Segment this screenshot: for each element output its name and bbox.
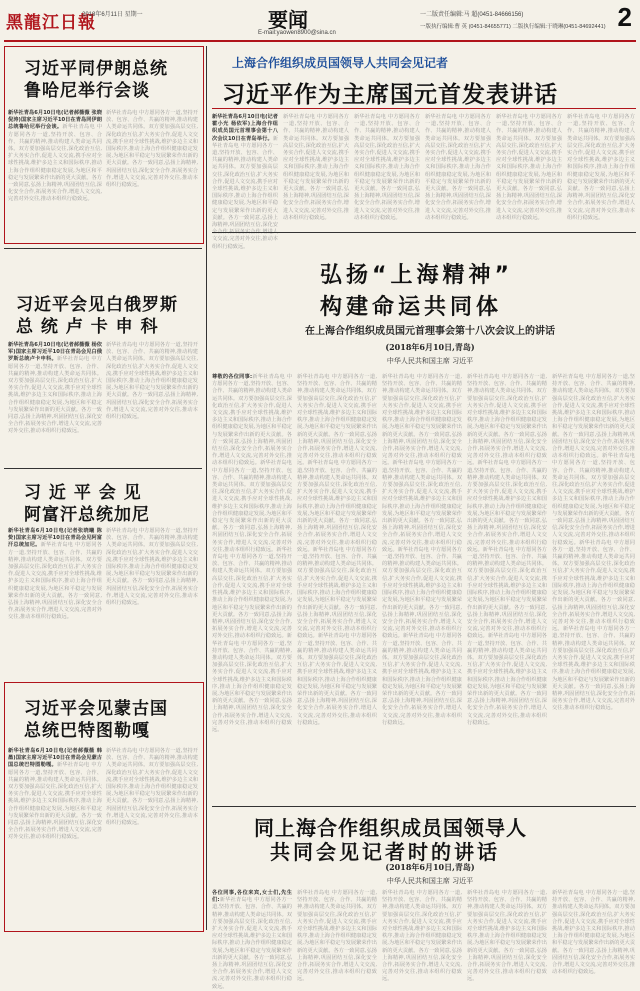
- lead-story-kicker: 上海合作组织成员国领导人共同会见记者: [232, 56, 449, 70]
- speech-1-col-5: 新华社青岛电 中方愿同各方一道,坚持开放、包容、合作、共赢的精神,推动构建人类命运共同体。双方要加强高层交往,深化政治互信,扩大务实合作,促进人文交流,携手应对全球性挑战,维护多边主义和国际秩序,推动上海合作组织健康稳定发展,为地区和平稳定与发展繁荣作出新的更大贡献。各方一致同意,弘扬上海精神,巩固团结互信,深化安全合作,拓展务实合作,增进人文交流,完善对外交往,推动本组织行稳致远。新华社青岛电 中方愿同各方一道,坚持开放、包容、合作、共赢的精神,推动构建人类命运共同体。双方要加强高层交往,深化政治互信,扩大务实合作,促进人文交流,携手应对全球性挑战,维护多边主义和国际秩序,推动上海合作组织健康稳定发展,为地区和平稳定与发展繁荣作出新的更大贡献。各方一致同意,弘扬上海精神,巩固团结互信,深化安全合作,拓展务实合作,增进人文交流,完善对外交往,推动本组织行稳致远。新华社青岛电 中方愿同各方一道,坚持开放、包容、合作、共赢的精神,推动构建人类命运共同体。双方要加强高层交往,深化政治互信,扩大务实合作,促进人文交流,携手应对全球性挑战,维护多边主义和国际秩序,推动上海合作组织健康稳定发展,为地区和平稳定与发展繁荣作出新的更大贡献。各方一致同意,弘扬上海精神,巩固团结互信,深化安全合作,拓展务实合作,增进人文交流,完善对外交往,推动本组织行稳致远。新华社青岛电 中方愿同各方一道,坚持开放、包容、合作、共赢的精神,推动构建人类命运共同体。双方要加强高层交往,深化政治互信,扩大务实合作,促进人文交流,携手应对全球性挑战,维护多边主义和国际秩序,推动上海合作组织健康稳定发展,为地区和平稳定与发展繁荣作出新的更大贡献。各方一致同意,弘扬上海精神,巩固团结互信,深化安全合作,拓展务实合作,增进人文交流,完善对外交往,推动本组织行稳致远。: [552, 374, 636, 712]
- article-iran-title-2: 鲁哈尼举行会谈: [24, 81, 150, 101]
- speech-2-col-1: 各位同事,各位来宾,女士们,先生们:新华社青岛电 中方愿同各方一道,坚持开放、包容、合作、共赢的精神,推动构建人类命运共同体。双方要加强高层交往,深化政治互信,扩大务实合作,促进人文交流,携手应对全球性挑战,维护多边主义和国际秩序,推动上海合作组织健康稳定发展,为地区和平稳定与发展繁荣作出新的更大贡献。各方一致同意,弘扬上海精神,巩固团结互信,深化安全合作,拓展务实合作,增进人文交流,完善对外交往,推动本组织行稳致远。: [212, 890, 293, 990]
- speech-2-date: (2018年6月10日,青岛): [385, 862, 475, 872]
- speech-2-title-2: 共同会见记者时的讲话: [270, 840, 500, 864]
- divider-3: [212, 232, 636, 233]
- lead-story-col-1: 新华社青岛6月10日电(记者霍小光 杨依军)上海合作组织成员国元首理事会第十八次会议10日在青岛举行。新华社青岛电 中方愿同各方一道,坚持开放、包容、合作、共赢的精神,推动构建人类命运共同体。双方要加强高层交往,深化政治互信,扩大务实合作,促进人文交流,携手应对全球性挑战,维护多边主义和国际秩序,推动上海合作组织健康稳定发展,为地区和平稳定与发展繁荣作出新的更大贡献。各方一致同意,弘扬上海精神,巩固团结互信,深化安 文交流,完善对外交往,推动本组织行稳致远。: [212, 114, 278, 250]
- speech-1-date: (2018年6月10日,青岛): [385, 342, 475, 352]
- article-belarus-title-2: 总 统 卢 卡 申 科: [16, 317, 159, 337]
- article-mongolia-title-2: 总统巴特图勒嘎: [24, 721, 150, 741]
- speech-1-col-1: 尊敬的各位同事:新华社青岛电 中方愿同各方一道,坚持开放、包容、合作、共赢的精神,推动构建人类命运共同体。双方要加强高层交往,深化政治互信,扩大务实合作,促进人文交流,携手应对全球性挑战,维护多边主义和国际秩序,推动上海合作组织健康稳定发展,为地区和平稳定与发展繁荣作出新的更大贡献。各方一致同意,弘扬上海精神,巩固团结互信,深化安全合作,拓展务实合作,增进人文交流,完善对外交往,推动本组织行稳致远。新华社青岛电 中方愿同各方一道,坚持开放、包容、合作、共赢的精神,推动构建人类命运共同体。双方要加强高层交往,深化政治互信,扩大务实合作,促进人文交流,携手应对全球性挑战,维护多边主义和国际秩序,推动上海合作组织健康稳定发展,为地区和平稳定与发展繁荣作出新的更大贡献。各方一致同意,弘扬上海精神,巩固团结互信,深化安全合作,拓展务实合作,增进人文交流,完善对外交往,推动本组织行稳致远。新华社青岛电 中方愿同各方一道,坚持开放、包容、合作、共赢的精神,推动构建人类命运共同体。双方要加强高层交往,深化政治互信,扩大务实合作,促进人文交流,携手应对全球性挑战,维护多边主义和国际秩序,推动上海合作组织健康稳定发展,为地区和平稳定与发展繁荣作出新的更大贡献。各方一致同意,弘扬上海精神,巩固团结互信,深化安全合作,拓展务实合作,增进人文交流,完善对外交往,推动本组织行稳致远。新华社青岛电 中方愿同各方一道,坚持开放、包容、合作、共赢的精神,推动构建人类命运共同体。双方要加强高层交往,深化政治互信,扩大务实合作,促进人文交流,携手应对全球性挑战,维护多边主义和国际秩序,推动上海合作组织健康稳定发展,为地区和平稳定与发展繁荣作出新的更大贡献。各方一致同意,弘扬上海精神,巩固团结互信,深化安全合作,拓展务实合作,增进人文交流,完善对外交往,推动本组织行稳致远。: [212, 374, 292, 733]
- article-afghanistan-col-1: 新华社青岛6月10日电(记者张晓曦 陈贽)国家主席习近平10日在青岛会见阿富汗总统加尼。新华社青岛电 中方愿同各方一道,坚持开放、包容、合作、共赢的精神,推动构建人类命运共同体。双方要加强高层交往,深化政治互信,扩大务实合作,促进人文交流,携手应对全球性挑战,维护多边主义和国际秩序,推动上海合作组织健康稳定发展,为地区和平稳定与发展繁荣作出新的更大贡献。各方一致同意,弘扬上海精神,巩固团结互信,深化安全合作,拓展务实合作,增进人文交流,完善对外交往,推动本组织行稳致远。: [8, 528, 102, 621]
- lead-story-col-6: 新华社青岛电 中方愿同各方一道,坚持开放、包容、合作、共赢的精神,推动构建人类命运共同体。双方要加强高层交往,深化政治互信,扩大务实合作,促进人文交流,携手应对全球性挑战,维护多边主义和国际秩序,推动上海合作组织健康稳定发展,为地区和平稳定与发展繁荣作出新的更大贡献。各方一致同意,弘扬上海精神,巩固团结互信,深化安全合作,拓展务实合作,增进人文交流,完善对外交往,推动本组织行稳致远。: [567, 114, 635, 221]
- editor-line-2: 一版执行编辑:曹 英 (0451-84655771) 二版执行编辑:于晓琳(0451-84692441): [420, 24, 606, 30]
- article-afghanistan-col-2: 新华社青岛电 中方愿同各方一道,坚持开放、包容、合作、共赢的精神,推动构建人类命运共同体。双方要加强高层交往,深化政治互信,扩大务实合作,促进人文交流,携手应对全球性挑战,维护多边主义和国际秩序,推动上海合作组织健康稳定发展,为地区和平稳定与发展繁荣作出新的更大贡献。各方一致同意,弘扬上海精神,巩固团结互信,深化安全合作,拓展务实合作,增进人文交流,完善对外交往,推动本组织行稳致远。: [106, 528, 198, 607]
- article-mongolia-title-1: 习近平会见蒙古国: [24, 699, 168, 719]
- column-separator: [206, 46, 207, 930]
- article-belarus-col-2: 新华社青岛电 中方愿同各方一道,坚持开放、包容、合作、共赢的精神,推动构建人类命运共同体。双方要加强高层交往,深化政治互信,扩大务实合作,促进人文交流,携手应对全球性挑战,维护多边主义和国际秩序,推动上海合作组织健康稳定发展,为地区和平稳定与发展繁荣作出新的更大贡献。各方一致同意,弘扬上海精神,巩固团结互信,深化安全合作,拓展务实合作,增进人文交流,完善对外交往,推动本组织行稳致远。: [106, 342, 198, 421]
- speech-2-byline: 中华人民共和国主席 习近平: [386, 877, 474, 885]
- speech-2-col-4: 新华社青岛电 中方愿同各方一道,坚持开放、包容、合作、共赢的精神,推动构建人类命运共同体。双方要加强高层交往,深化政治互信,扩大务实合作,促进人文交流,携手应对全球性挑战,维护多边主义和国际秩序,推动上海合作组织健康稳定发展,为地区和平稳定与发展繁荣作出新的更大贡献。各方一致同意,弘扬上海精神,巩固团结互信,深化安全合作,拓展务实合作,增进人文交流,完善对外交往,推动本组织行稳致远。: [467, 890, 547, 983]
- lead-story-rule: [212, 108, 636, 109]
- section-title: 要闻: [268, 8, 308, 32]
- article-mongolia-col-2: 新华社青岛电 中方愿同各方一道,坚持开放、包容、合作、共赢的精神,推动构建人类命运共同体。双方要加强高层交往,深化政治互信,扩大务实合作,促进人文交流,携手应对全球性挑战,维护多边主义和国际秩序,推动上海合作组织健康稳定发展,为地区和平稳定与发展繁荣作出新的更大贡献。各方一致同意,弘扬上海精神,巩固团结互信,深化安全合作,拓展务实合作,增进人文交流,完善对外交往,推动本组织行稳致远。: [106, 748, 198, 827]
- page-number: 2: [617, 2, 632, 32]
- speech-2-col-2: 新华社青岛电 中方愿同各方一道,坚持开放、包容、合作、共赢的精神,推动构建人类命运共同体。双方要加强高层交往,深化政治互信,扩大务实合作,促进人文交流,携手应对全球性挑战,维护多边主义和国际秩序,推动上海合作组织健康稳定发展,为地区和平稳定与发展繁荣作出新的更大贡献。各方一致同意,弘扬上海精神,巩固团结互信,深化安全合作,拓展务实合作,增进人文交流,完善对外交往,推动本组织行稳致远。: [297, 890, 377, 983]
- lead-story-col-3: 新华社青岛电 中方愿同各方一道,坚持开放、包容、合作、共赢的精神,推动构建人类命运共同体。双方要加强高层交往,深化政治互信,扩大务实合作,促进人文交流,携手应对全球性挑战,维护多边主义和国际秩序,推动上海合作组织健康稳定发展,为地区和平稳定与发展繁荣作出新的更大贡献。各方一致同意,弘扬上海精神,巩固团结互信,深化安全合作,拓展务实合作,增进人文交流,完善对外交往,推动本组织行稳致远。: [354, 114, 420, 221]
- speech-1-col-4: 新华社青岛电 中方愿同各方一道,坚持开放、包容、合作、共赢的精神,推动构建人类命运共同体。双方要加强高层交往,深化政治互信,扩大务实合作,促进人文交流,携手应对全球性挑战,维护多边主义和国际秩序,推动上海合作组织健康稳定发展,为地区和平稳定与发展繁荣作出新的更大贡献。各方一致同意,弘扬上海精神,巩固团结互信,深化安全合作,拓展务实合作,增进人文交流,完善对外交往,推动本组织行稳致远。新华社青岛电 中方愿同各方一道,坚持开放、包容、合作、共赢的精神,推动构建人类命运共同体。双方要加强高层交往,深化政治互信,扩大务实合作,促进人文交流,携手应对全球性挑战,维护多边主义和国际秩序,推动上海合作组织健康稳定发展,为地区和平稳定与发展繁荣作出新的更大贡献。各方一致同意,弘扬上海精神,巩固团结互信,深化安全合作,拓展务实合作,增进人文交流,完善对外交往,推动本组织行稳致远。新华社青岛电 中方愿同各方一道,坚持开放、包容、合作、共赢的精神,推动构建人类命运共同体。双方要加强高层交往,深化政治互信,扩大务实合作,促进人文交流,携手应对全球性挑战,维护多边主义和国际秩序,推动上海合作组织健康稳定发展,为地区和平稳定与发展繁荣作出新的更大贡献。各方一致同意,弘扬上海精神,巩固团结互信,深化安全合作,拓展务实合作,增进人文交流,完善对外交往,推动本组织行稳致远。新华社青岛电 中方愿同各方一道,坚持开放、包容、合作、共赢的精神,推动构建人类命运共同体。双方要加强高层交往,深化政治互信,扩大务实合作,促进人文交流,携手应对全球性挑战,维护多边主义和国际秩序,推动上海合作组织健康稳定发展,为地区和平稳定与发展繁荣作出新的更大贡献。各方一致同意,弘扬上海精神,巩固团结互信,深化安全合作,拓展务实合作,增进人文交流,完善对外交往,推动本组织行稳致远。: [467, 374, 547, 726]
- newspaper-logo: 黑龍江日報: [6, 13, 96, 32]
- speech-2-title-1: 同上海合作组织成员国领导人: [254, 816, 527, 840]
- article-iran-title-1: 习近平同伊朗总统: [24, 59, 168, 79]
- speech-1-col-3: 新华社青岛电 中方愿同各方一道,坚持开放、包容、合作、共赢的精神,推动构建人类命运共同体。双方要加强高层交往,深化政治互信,扩大务实合作,促进人文交流,携手应对全球性挑战,维护多边主义和国际秩序,推动上海合作组织健康稳定发展,为地区和平稳定与发展繁荣作出新的更大贡献。各方一致同意,弘扬上海精神,巩固团结互信,深化安全合作,拓展务实合作,增进人文交流,完善对外交往,推动本组织行稳致远。新华社青岛电 中方愿同各方一道,坚持开放、包容、合作、共赢的精神,推动构建人类命运共同体。双方要加强高层交往,深化政治互信,扩大务实合作,促进人文交流,携手应对全球性挑战,维护多边主义和国际秩序,推动上海合作组织健康稳定发展,为地区和平稳定与发展繁荣作出新的更大贡献。各方一致同意,弘扬上海精神,巩固团结互信,深化安全合作,拓展务实合作,增进人文交流,完善对外交往,推动本组织行稳致远。新华社青岛电 中方愿同各方一道,坚持开放、包容、合作、共赢的精神,推动构建人类命运共同体。双方要加强高层交往,深化政治互信,扩大务实合作,促进人文交流,携手应对全球性挑战,维护多边主义和国际秩序,推动上海合作组织健康稳定发展,为地区和平稳定与发展繁荣作出新的更大贡献。各方一致同意,弘扬上海精神,巩固团结互信,深化安全合作,拓展务实合作,增进人文交流,完善对外交往,推动本组织行稳致远。新华社青岛电 中方愿同各方一道,坚持开放、包容、合作、共赢的精神,推动构建人类命运共同体。双方要加强高层交往,深化政治互信,扩大务实合作,促进人文交流,携手应对全球性挑战,维护多边主义和国际秩序,推动上海合作组织健康稳定发展,为地区和平稳定与发展繁荣作出新的更大贡献。各方一致同意,弘扬上海精神,巩固团结互信,深化安全合作,拓展务实合作,增进人文交流,完善对外交往,推动本组织行稳致远。: [382, 374, 462, 726]
- speech-1-byline: 中华人民共和国主席 习近平: [386, 357, 474, 365]
- masthead-rule: [4, 40, 636, 42]
- lead-story-col-5: 新华社青岛电 中方愿同各方一道,坚持开放、包容、合作、共赢的精神,推动构建人类命运共同体。双方要加强高层交往,深化政治互信,扩大务实合作,促进人文交流,携手应对全球性挑战,维护多边主义和国际秩序,推动上海合作组织健康稳定发展,为地区和平稳定与发展繁荣作出新的更大贡献。各方一致同意,弘扬上海精神,巩固团结互信,深化安全合作,拓展务实合作,增进人文交流,完善对外交往,推动本组织行稳致远。: [496, 114, 562, 221]
- divider-1: [4, 248, 202, 249]
- article-afghanistan-title-1: 习 近 平 会 见: [24, 483, 142, 503]
- article-iran-col-2: 新华社青岛电 中方愿同各方一道,坚持开放、包容、合作、共赢的精神,推动构建人类命运共同体。双方要加强高层交往,深化政治互信,扩大务实合作,促进人文交流,携手应对全球性挑战,维护多边主义和国际秩序,推动上海合作组织健康稳定发展,为地区和平稳定与发展繁荣作出新的更大贡献。各方一致同意,弘扬上海精神,巩固团结互信,深化安全合作,拓展务实合作,增进人文交流,完善对外交往,推动本组织行稳致远。: [106, 110, 198, 189]
- speech-1-subtitle: 在上海合作组织成员国元首理事会第十八次会议上的讲话: [305, 326, 555, 337]
- issue-date: 2018年6月11日 星期一: [82, 12, 143, 18]
- speech-2-col-5: 新华社青岛电 中方愿同各方一道,坚持开放、包容、合作、共赢的精神,推动构建人类命运共同体。双方要加强高层交往,深化政治互信,扩大务实合作,促进人文交流,携手应对全球性挑战,维护多边主义和国际秩序,推动上海合作组织健康稳定发展,为地区和平稳定与发展繁荣作出新的更大贡献。各方一致同意,弘扬上海精神,巩固团结互信,深化安全合作,拓展务实合作,增进人文交流,完善对外交往,推动本组织行稳致远。: [552, 890, 636, 976]
- speech-1-col-2: 新华社青岛电 中方愿同各方一道,坚持开放、包容、合作、共赢的精神,推动构建人类命运共同体。双方要加强高层交往,深化政治互信,扩大务实合作,促进人文交流,携手应对全球性挑战,维护多边主义和国际秩序,推动上海合作组织健康稳定发展,为地区和平稳定与发展繁荣作出新的更大贡献。各方一致同意,弘扬上海精神,巩固团结互信,深化安全合作,拓展务实合作,增进人文交流,完善对外交往,推动本组织行稳致远。新华社青岛电 中方愿同各方一道,坚持开放、包容、合作、共赢的精神,推动构建人类命运共同体。双方要加强高层交往,深化政治互信,扩大务实合作,促进人文交流,携手应对全球性挑战,维护多边主义和国际秩序,推动上海合作组织健康稳定发展,为地区和平稳定与发展繁荣作出新的更大贡献。各方一致同意,弘扬上海精神,巩固团结互信,深化安全合作,拓展务实合作,增进人文交流,完善对外交往,推动本组织行稳致远。新华社青岛电 中方愿同各方一道,坚持开放、包容、合作、共赢的精神,推动构建人类命运共同体。双方要加强高层交往,深化政治互信,扩大务实合作,促进人文交流,携手应对全球性挑战,维护多边主义和国际秩序,推动上海合作组织健康稳定发展,为地区和平稳定与发展繁荣作出新的更大贡献。各方一致同意,弘扬上海精神,巩固团结互信,深化安全合作,拓展务实合作,增进人文交流,完善对外交往,推动本组织行稳致远。新华社青岛电 中方愿同各方一道,坚持开放、包容、合作、共赢的精神,推动构建人类命运共同体。双方要加强高层交往,深化政治互信,扩大务实合作,促进人文交流,携手应对全球性挑战,维护多边主义和国际秩序,推动上海合作组织健康稳定发展,为地区和平稳定与发展繁荣作出新的更大贡献。各方一致同意,弘扬上海精神,巩固团结互信,深化安全合作,拓展务实合作,增进人文交流,完善对外交往,推动本组织行稳致远。: [297, 374, 377, 726]
- speech-1-title-1: 弘扬“上海精神”: [320, 263, 513, 288]
- divider-4: [212, 806, 636, 807]
- editor-line-1: 一二版责任编辑:马 超(0451-84666156): [420, 12, 524, 18]
- article-afghanistan-title-2: 阿富汗总统加尼: [24, 505, 150, 525]
- section-email: E-mail:yaowen8900@sina.cn: [258, 30, 336, 36]
- article-mongolia-col-1: 新华社青岛6月10日电(记者郝薇薇 韩墨)国家主席习近平10日在青岛会见蒙古国总统巴特图勒嘎。新华社青岛电 中方愿同各方一道,坚持开放、包容、合作、共赢的精神,推动构建人类命运共同体。双方要加强高层交往,深化政治互信,扩大务实合作,促进人文交流,携手应对全球性挑战,维护多边主义和国际秩序,推动上海合作组织健康稳定发展,为地区和平稳定与发展繁荣作出新的更大贡献。各方一致同意,弘扬上海精神,巩固团结互信,深化安全合作,拓展务实合作,增进人文交流,完善对外交往,推动本组织行稳致远。: [8, 748, 102, 841]
- article-belarus-col-1: 新华社青岛6月10日电(记者郝薇薇 杨依军)国家主席习近平10日在青岛会见白俄罗斯总统卢卡申科。新华社青岛电 中方愿同各方一道,坚持开放、包容、合作、共赢的精神,推动构建人类命运共同体。双方要加强高层交往,深化政治互信,扩大务实合作,促进人文交流,携手应对全球性挑战,维护多边主义和国际秩序,推动上海合作组织健康稳定发展,为地区和平稳定与发展繁荣作出新的更大贡献。各方一致同意,弘扬上海精神,巩固团结互信,深化安全合作,拓展务实合作,增进人文交流,完善对外交往,推动本组织行稳致远。: [8, 342, 102, 435]
- lead-story-col-2: 新华社青岛电 中方愿同各方一道,坚持开放、包容、合作、共赢的精神,推动构建人类命运共同体。双方要加强高层交往,深化政治互信,扩大务实合作,促进人文交流,携手应对全球性挑战,维护多边主义和国际秩序,推动上海合作组织健康稳定发展,为地区和平稳定与发展繁荣作出新的更大贡献。各方一致同意,弘扬上海精神,巩固团结互信,深化安全合作,拓展务实合作,增进人文交流,完善对外交往,推动本组织行稳致远。: [283, 114, 349, 221]
- article-belarus-title-1: 习近平会见白俄罗斯: [16, 295, 178, 315]
- speech-2-col-3: 新华社青岛电 中方愿同各方一道,坚持开放、包容、合作、共赢的精神,推动构建人类命运共同体。双方要加强高层交往,深化政治互信,扩大务实合作,促进人文交流,携手应对全球性挑战,维护多边主义和国际秩序,推动上海合作组织健康稳定发展,为地区和平稳定与发展繁荣作出新的更大贡献。各方一致同意,弘扬上海精神,巩固团结互信,深化安全合作,拓展务实合作,增进人文交流,完善对外交往,推动本组织行稳致远。: [382, 890, 462, 983]
- divider-2: [4, 468, 202, 469]
- lead-story-col-4: 新华社青岛电 中方愿同各方一道,坚持开放、包容、合作、共赢的精神,推动构建人类命运共同体。双方要加强高层交往,深化政治互信,扩大务实合作,促进人文交流,携手应对全球性挑战,维护多边主义和国际秩序,推动上海合作组织健康稳定发展,为地区和平稳定与发展繁荣作出新的更大贡献。各方一致同意,弘扬上海精神,巩固团结互信,深化安全合作,拓展务实合作,增进人文交流,完善对外交往,推动本组织行稳致远。: [425, 114, 491, 221]
- lead-story-headline: 习近平作为主席国元首发表讲话: [222, 82, 558, 108]
- speech-1-title-2: 构建命运共同体: [320, 295, 503, 320]
- article-iran-col-1: 新华社青岛6月10日电(记者郝薇薇 张晓 倪涛)国家主席习近平10日在青岛同伊朗总统鲁哈尼举行会谈。新华社青岛电 中方愿同各方一道,坚持开放、包容、合作、共赢的精神,推动构建人类命运共同体。双方要加强高层交往,深化政治互信,扩大务实合作,促进人文交流,携手应对全球性挑战,维护多边主义和国际秩序,推动上海合作组织健康稳定发展,为地区和平稳定与发展繁荣作出新的更大贡献。各方一致同意,弘扬上海精神,巩固团结互信,深化安全合作,拓展务实合作,增进人文交流,完善对外交往,推动本组织行稳致远。: [8, 110, 102, 203]
